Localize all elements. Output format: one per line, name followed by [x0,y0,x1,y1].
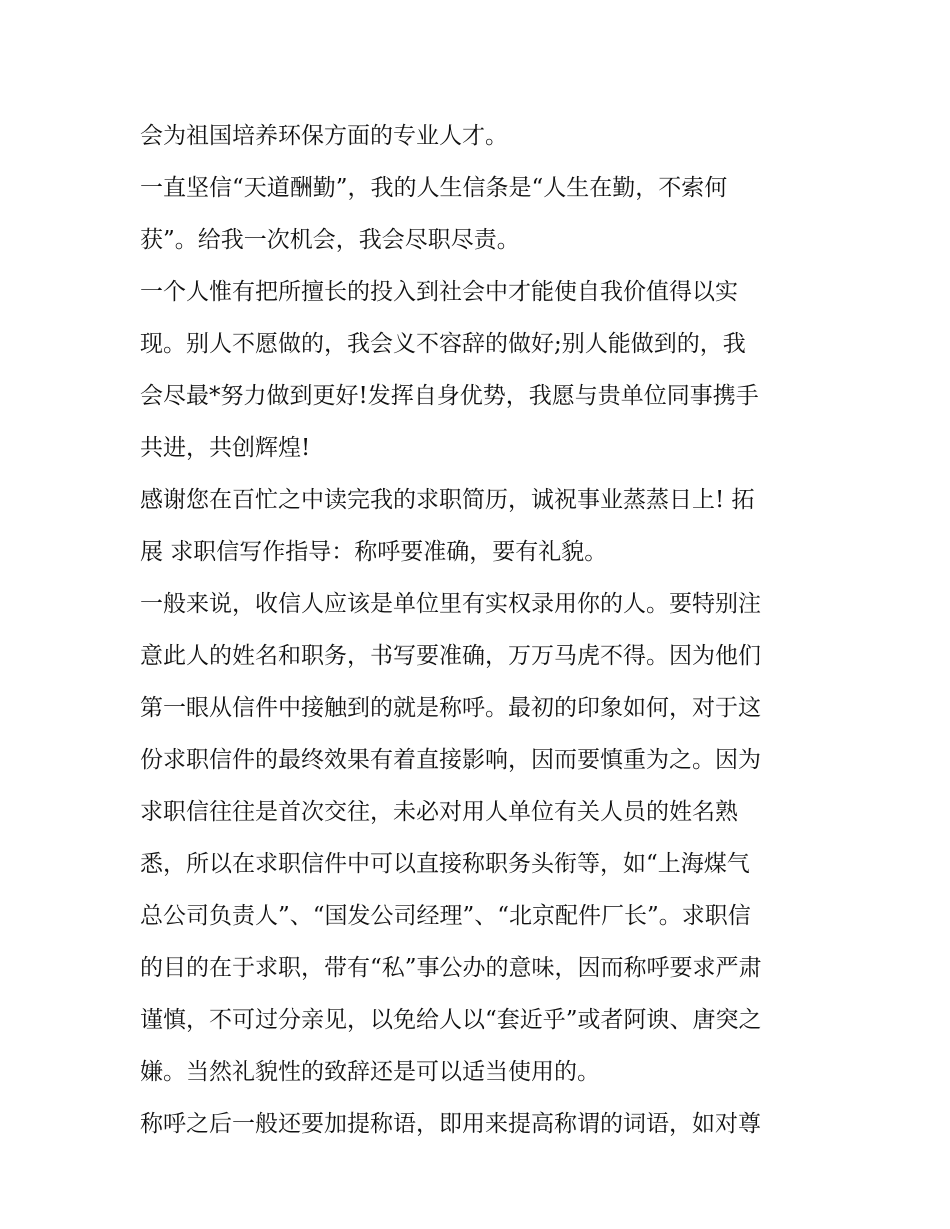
text-line: 第一眼从信件中接触到的就是称呼。最初的印象如何，对于这 [140,695,761,721]
text-line: 总公司负责人”、“国发公司经理”、“北京配件厂长”。求职信 [140,903,751,929]
text-line: 悉，所以在求职信件中可以直接称职务头衔等，如“上海煤气 [140,851,750,877]
text-line: 现。别人不愿做的，我会义不容辞的做好;别人能做到的，我 [140,331,746,357]
text-line: 会为祖国培养环保方面的专业人才。 [140,123,508,149]
text-line: 的目的在于求职，带有“私”事公办的意味，因而称呼要求严肃 [140,955,762,981]
text-line: 份求职信件的最终效果有着直接影响，因而要慎重为之。因为 [140,747,761,773]
text-line: 一个人惟有把所擅长的投入到社会中才能使自我价值得以实 [140,279,738,305]
text-line: 展 求职信写作指导：称呼要准确，要有礼貌。 [140,539,608,565]
text-line: 共进，共创辉煌! [140,435,311,461]
text-line: 意此人的姓名和职务，书写要准确，万万马虎不得。因为他们 [140,643,761,669]
text-line: 一般来说，收信人应该是单位里有实权录用你的人。要特别注 [140,591,761,617]
text-line: 嫌。当然礼貌性的致辞还是可以适当使用的。 [140,1059,600,1085]
text-line: 求职信往往是首次交往，未必对用人单位有关人员的姓名熟 [140,799,738,825]
document-body [140,110,820,1150]
text-line: 称呼之后一般还要加提称语，即用来提高称谓的词语，如对尊 [140,1111,761,1137]
text-line: 获”。给我一次机会，我会尽职尽责。 [140,227,520,253]
text-line: 感谢您在百忙之中读完我的求职简历，诚祝事业蒸蒸日上! 拓 [140,487,755,513]
text-line: 谨慎，不可过分亲见，以免给人以“套近乎”或者阿谀、唐突之 [140,1007,762,1033]
text-line: 会尽最*努力做到更好!发挥自身优势，我愿与贵单位同事携手 [140,383,759,409]
text-line: 一直坚信“天道酬勤”，我的人生信条是“人生在勤，不索何 [140,175,728,201]
